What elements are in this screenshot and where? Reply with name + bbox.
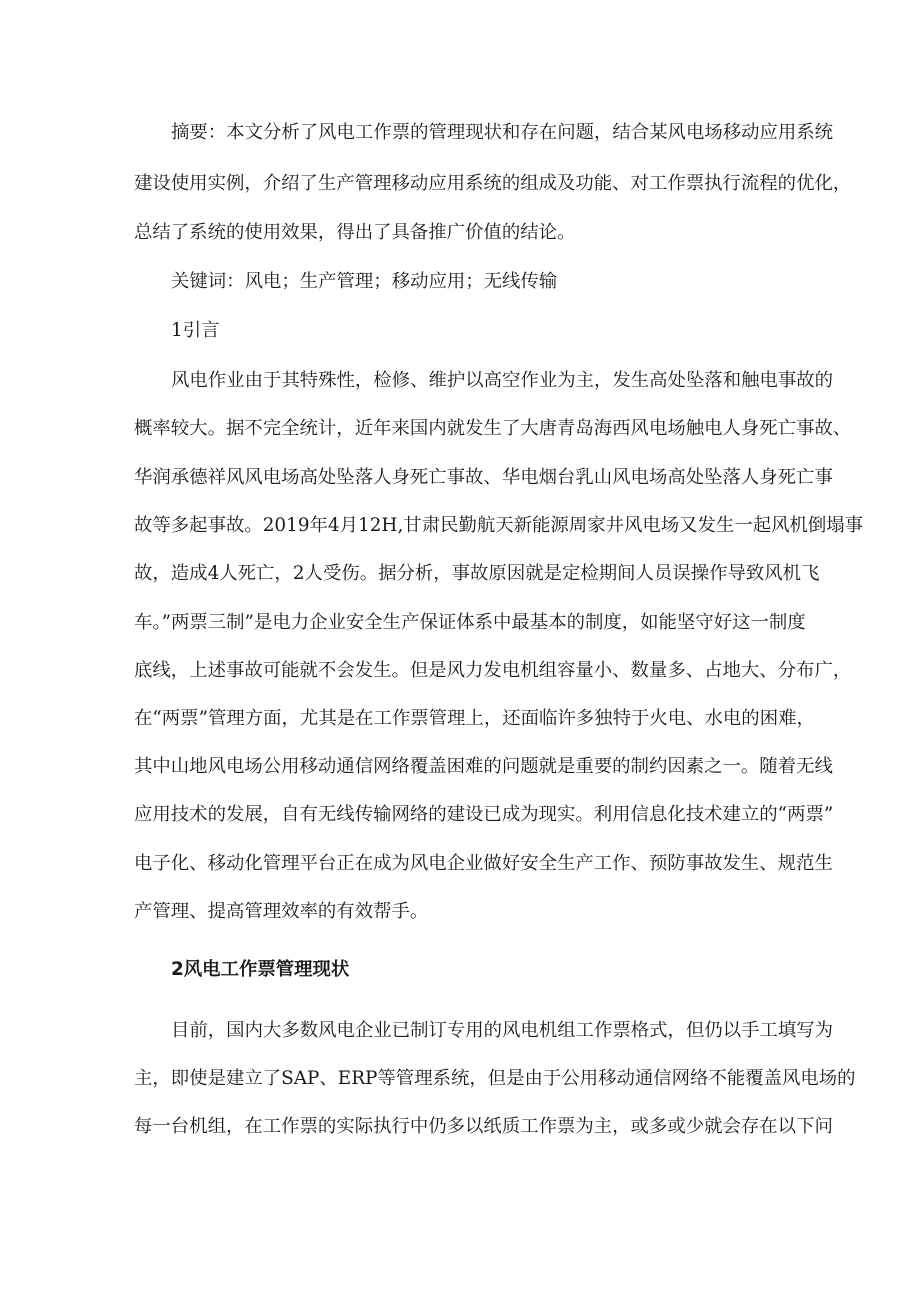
paragraph-line: 故，造成4人死亡，2人受伤。据分析，事故原因就是定检期间人员误操作导致风机飞 — [134, 563, 820, 584]
paragraph-line: 目前，国内大多数风电企业已制订专用的风电机组工作票格式，但仍以手工填写为 — [171, 1020, 834, 1041]
paragraph-line: 车。”两票三制”是电力企业安全生产保证体系中最基本的制度，如能坚守好这一制度 — [134, 612, 806, 633]
paragraph-line: 底线，上述事故可能就不会发生。但是风力发电机组容量小、数量多、占地大、分布广， — [134, 660, 852, 681]
paragraph-line: 在“两票”管理方面，尤其是在工作票管理上，还面临许多独特于火电、水电的困难， — [134, 708, 815, 729]
paragraph-line: 概率较大。据不完全统计，近年来国内就发生了大唐青岛海西风电场触电人身死亡事故、 — [134, 418, 852, 439]
keywords: 关键词：风电；生产管理；移动应用；无线传输 — [171, 271, 558, 292]
abstract-line: 总结了系统的使用效果，得出了具备推广价值的结论。 — [134, 222, 576, 243]
section-heading: 2风电工作票管理现状 — [171, 959, 350, 980]
paragraph-line: 华润承德祥风风电场高处坠落人身死亡事故、华电烟台乳山风电场高处坠落人身死亡事 — [134, 467, 833, 488]
paragraph-line: 应用技术的发展，自有无线传输网络的建设已成为现实。利用信息化技术建立的“两票” — [134, 804, 834, 825]
section-heading: 1引言 — [171, 320, 220, 341]
paragraph-line: 故等多起事故。2019年4月12H,甘肃民勤航天新能源周家井风电场又发生一起风机倒塌事 — [134, 515, 864, 536]
paragraph-line: 产管理、提高管理效率的有效帮手。 — [134, 901, 429, 922]
abstract-line: 建设使用实例，介绍了生产管理移动应用系统的组成及功能、对工作票执行流程的优化， — [134, 173, 852, 194]
abstract-line: 摘要：本文分析了风电工作票的管理现状和存在问题，结合某风电场移动应用系统 — [171, 122, 834, 143]
paragraph-line: 每一台机组，在工作票的实际执行中仍多以纸质工作票为主，或多或少就会存在以下问 — [134, 1116, 833, 1137]
paragraph-line: 其中山地风电场公用移动通信网络覆盖困难的问题就是重要的制约因素之一。随着无线 — [134, 756, 833, 777]
paragraph-line: 电子化、移动化管理平台正在成为风电企业做好安全生产工作、预防事故发生、规范生 — [134, 853, 833, 874]
paragraph-line: 风电作业由于其特殊性，检修、维护以高空作业为主，发生高处坠落和触电事故的 — [171, 370, 834, 391]
paragraph-line: 主，即使是建立了SAP、ERP等管理系统，但是由于公用移动通信网络不能覆盖风电场的 — [134, 1068, 856, 1089]
